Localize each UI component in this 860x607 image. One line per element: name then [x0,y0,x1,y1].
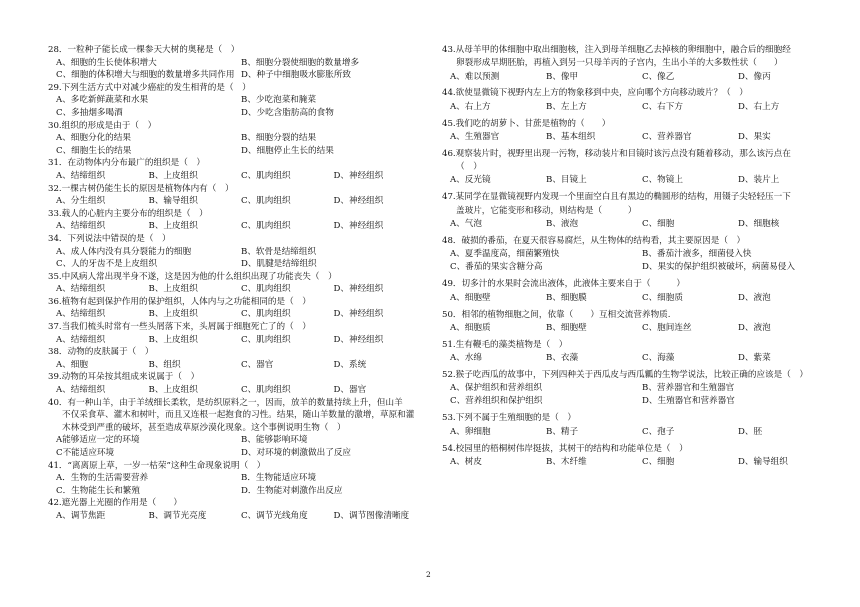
answer-option: D、液泡 [738,322,771,333]
question-stem: 28．一粒种子能长成一棵参天大树的奥秘是（ ） [48,45,240,55]
question-block [48,120,426,158]
answer-option: B、上皮组织 [148,221,198,232]
answer-option: C、器官 [241,359,274,370]
question-stem: 52.猴子吃西瓜的故事中，下列四种关于西瓜皮与西瓜瓤的生物学说法，比较正确的应该是（ ） [442,369,809,380]
answer-option: A、细胞 [56,359,88,370]
answer-option: D、少吃含脂肪高的食物 [241,107,334,118]
answer-option: A、生殖器官 [450,131,500,142]
answer-option: A．生物的生活需要营养 [56,473,149,484]
option-row [442,322,834,335]
option-row [48,145,426,158]
answer-option: C、像乙 [642,71,675,82]
option-row [442,218,834,231]
question-block [442,148,834,188]
answer-option: B、细胞分裂使细胞的数量增多 [241,57,360,68]
right-column [442,44,834,473]
answer-option: B、上皮组织 [148,334,198,345]
answer-option: C、细胞 [642,456,675,467]
answer-option: D、细胞核 [738,218,780,229]
answer-option: A、结缔组织 [56,334,106,345]
answer-option: C、肌肉组织 [241,309,291,320]
option-row [442,382,834,395]
left-column [48,44,426,523]
answer-option: B、木纤维 [546,456,587,467]
option-row [48,472,426,485]
question-stem: 42.遮光器上光圈的作用是（ ） [48,498,182,509]
question-stem-continued: 卵裂形成早期胚胎，再植入到另一只母羊丙的子宫内，生出小羊的大多数性状（ ） [456,58,783,69]
answer-option: C不能适应环境 [56,448,115,458]
answer-option: B、上皮组织 [148,284,198,295]
question-block [48,460,426,498]
answer-option: A、细胞质 [450,322,491,333]
answer-option: D、调节图像清晰度 [333,510,410,521]
answer-option: C、胞间连丝 [642,322,692,333]
option-row [48,258,426,271]
answer-option: B、软骨是结缔组织 [241,246,317,257]
answer-option: C、营养组织和保护组织 [450,396,543,407]
answer-option: B、细胞壁 [546,322,587,333]
question-block [48,208,426,233]
question-stem: 50．相邻的植物细胞之间，依靠（ ）互相交流营养物质. [442,309,671,320]
answer-option: B、目镜上 [546,175,587,186]
question-stem: 53.下列不属于生殖细胞的是（ ） [442,413,576,424]
answer-option: D、液泡 [738,292,771,303]
question-block [48,371,426,396]
question-stem: 30.组织的形成是由于（ ） [48,120,157,131]
question-stem: 36.植物有起到保护作用的保护组织，人体内与之功能相同的是（ ） [48,296,311,307]
answer-option: D、果实的保护组织被破坏，病菌易侵入 [642,262,795,273]
answer-option: D．生物能对刺激作出反应 [241,485,343,496]
answer-option: D、紫菜 [738,352,771,363]
answer-option: D、神经组织 [333,170,384,181]
option-row [48,308,426,321]
answer-option: B、输导组织 [148,196,198,207]
answer-option: D、像丙 [738,71,771,82]
answer-option: B、精子 [546,426,579,437]
question-stem: 31．在动物体内分布最广的组织是（ ） [48,158,206,169]
answer-option: A、卵细胞 [450,426,491,437]
answer-option: B、营养器官和生殖器官 [642,383,735,394]
answer-option: C、多抽烟多喝酒 [56,107,123,118]
question-stem: 49．切多汁的水果时会流出液体，此液体主要来自于（ ） [442,279,685,290]
answer-option: D、种子中细胞吸水膨胀所致 [241,70,352,81]
option-row [48,94,426,107]
answer-option: C、番茄的果实含糖分高 [450,262,543,273]
question-block [48,296,426,321]
answer-option: C、肌肉组织 [241,221,291,232]
option-row [442,456,834,469]
question-stem: 45.我们吃的胡萝卜、甘蔗是植物的（ ） [442,118,611,129]
question-block [48,397,426,460]
option-row [442,131,834,144]
answer-option: C、营养器官 [642,131,692,142]
option-row [48,447,426,460]
answer-option: D、神经组织 [333,309,384,320]
question-stem-continued: 不仅采食草、灌木和树叶，而且又连根一起抱食的习性。结果，随山羊数量的激增，草原和灌 [62,410,415,421]
answer-option: A、分生组织 [56,196,106,207]
question-block [48,497,426,522]
question-stem: 51.生有鞭毛的藻类植物是（ ） [442,339,568,350]
answer-option: C、肌肉组织 [241,170,291,181]
page-number: 2 [426,570,431,579]
option-row [442,426,834,439]
answer-option: D、系统 [333,359,367,370]
answer-option: B．生物能适应环境 [241,473,317,484]
answer-option: A、难以预测 [450,71,500,82]
question-stem: 40．有一种山羊，由于羊绒细长柔软，是纺织原料之一，因而，放羊的数量持续上升，但山羊 [48,397,403,408]
question-stem: 35.中风病人常出现半身不遂，这是因为他的什么组织出现了功能丧失（ ） [48,271,337,282]
answer-option: A、气泡 [450,218,482,229]
option-row [48,132,426,145]
answer-option: B、衣藻 [546,352,579,363]
answer-option: B、细胞膜 [546,292,587,303]
answer-option: D、生殖器官和营养器官 [642,396,735,407]
option-row [442,71,834,84]
answer-option: C、细胞 [642,218,675,229]
question-block [442,309,834,336]
question-stem: 48．破损的番茄，在夏天很容易腐烂，从生物体的结构看，其主要原因是（ ） [442,235,746,246]
question-block [48,346,426,371]
answer-option: A、成人体内没有具分裂能力的细胞 [56,246,192,257]
answer-option: A、反光镜 [450,175,491,186]
answer-option: D、右上方 [738,101,780,112]
answer-option: B、细胞分裂的结果 [241,133,317,144]
answer-option: A、结缔组织 [56,221,106,232]
answer-option: B、组织 [148,359,181,370]
question-stem: 46.观察装片时，视野里出现一污物，移动装片和目镜时该污点没有随着移动，那么该污点在 [442,148,791,159]
question-block [48,271,426,296]
answer-option: C、肌肉组织 [241,385,291,396]
option-row [442,352,834,365]
answer-option: C、孢子 [642,426,675,437]
option-row [48,283,426,296]
question-stem: 38．动物的皮肤属于（ ） [48,347,154,358]
option-row [48,434,426,447]
option-row [48,69,426,82]
question-stem: 33.载人的心脏内主要分布的组织是（ ） [48,208,208,219]
option-row [48,170,426,183]
option-row [48,334,426,347]
answer-option: A、结缔组织 [56,309,106,320]
answer-option: D、输导组织 [738,456,788,467]
answer-option: B、能够影响环境 [241,435,308,446]
option-row [48,485,426,498]
option-row [48,57,426,70]
answer-option: C、右下方 [642,101,683,112]
option-row [442,261,834,274]
answer-option: D、胚 [738,426,763,437]
answer-option: C、细胞质 [642,292,683,303]
answer-option: B、上皮组织 [148,309,198,320]
answer-option: D、神经组织 [333,196,384,207]
answer-option: C、人的牙齿不是上皮组织 [56,259,158,270]
answer-option: A能够适应一定的环境 [56,435,140,446]
answer-option: B、上皮组织 [148,385,198,396]
question-block [442,191,834,231]
question-block [48,157,426,182]
answer-option: B、上皮组织 [148,170,198,181]
question-block [442,44,834,84]
answer-option: C、肌肉组织 [241,196,291,207]
question-stem: 34．下列说法中错误的是（ ） [48,233,171,244]
option-row [48,195,426,208]
answer-option: C、细胞的体积增大与细胞的数量增多共同作用 [56,70,235,81]
answer-option: C、肌肉组织 [241,334,291,345]
answer-option: D、神经组织 [333,221,384,232]
answer-option: B、左上方 [546,101,587,112]
answer-option: C、细胞生长的结果 [56,145,132,156]
option-row [48,510,426,523]
answer-option: A、细胞的生长使体积增大 [56,57,157,68]
answer-option: B、少吃泡菜和腌菜 [241,95,317,106]
question-stem: 43.从母羊甲的体细胞中取出细胞核，注入到母羊细胞乙去掉核的卵细胞中，融合后的细胞经 [442,45,791,55]
question-block [48,233,426,271]
answer-option: A、保护组织和营养组织 [450,383,543,394]
answer-option: A、多吃新鲜蔬菜和水果 [56,95,149,106]
answer-option: A、结缔组织 [56,284,106,295]
answer-option: A、调节焦距 [56,510,106,521]
question-block [442,339,834,366]
answer-option: C、物镜上 [642,175,683,186]
question-stem: 41．“离离原上草，一岁一枯荣”这种生命现象说明（ ） [48,460,266,471]
answer-option: B、液泡 [546,218,579,229]
question-stem-continued: 盖玻片，它能变形和移动，则结构是（ ） [456,205,637,216]
answer-option: A、右上方 [450,101,491,112]
question-stem: 39.动物的耳朵按其组成来说属于（ ） [48,372,200,383]
question-block [442,412,834,439]
option-row [48,384,426,397]
question-block [442,369,834,409]
answer-option: D、肌腱是结缔组织 [241,259,317,270]
question-block [48,183,426,208]
answer-option: C、肌肉组织 [241,284,291,295]
answer-option: A、夏季温度高，细菌繁殖快 [450,249,560,260]
answer-option: A、细胞壁 [450,292,491,303]
answer-option: D、对环境的刺激做出了反应 [241,448,352,458]
answer-option: D、器官 [333,385,367,396]
question-block [442,443,834,470]
question-block [48,321,426,346]
option-row [442,174,834,187]
question-block [442,235,834,275]
answer-option: A、细胞分化的结果 [56,133,131,144]
question-block [48,82,426,120]
option-row [48,359,426,372]
answer-option: C、海藻 [642,352,675,363]
option-row [442,248,834,261]
question-block [48,44,426,82]
answer-option: A、树皮 [450,456,482,467]
question-stem: 47.某同学在显微镜视野内发现一个里面空白且有黑边的椭圆形的结构，用镊子尖轻轻压一下 [442,192,791,203]
answer-option: A、水绵 [450,352,482,363]
answer-option: A、结缔组织 [56,385,106,396]
answer-option: D、神经组织 [333,284,384,295]
option-row [48,220,426,233]
answer-option: C、调节光线角度 [241,510,308,521]
question-stem-continued: （ ） [456,162,482,173]
option-row [442,395,834,408]
option-row [442,101,834,114]
answer-option: B、基本组织 [546,131,596,142]
question-block [442,278,834,305]
question-stem: 44.欲使显微镜下视野内左上方的物象移到中央，应向哪个方向移动玻片？（ ） [442,88,748,99]
option-row [48,246,426,259]
question-stem: 37.当我们梳头时常有一些头屑落下来，头屑属于细胞死亡了的（ ） [48,322,311,333]
question-stem: 29.下列生活方式中对减少癌症的发生相背的是（ ） [48,82,251,93]
option-row [442,292,834,305]
answer-option: A、结缔组织 [56,170,106,181]
answer-option: D、装片上 [738,175,780,186]
answer-option: D、细胞停止生长的结果 [241,145,334,156]
option-row [48,107,426,120]
answer-option: D、神经组织 [333,334,384,345]
question-block [442,87,834,114]
question-block [442,118,834,145]
answer-option: D、果实 [738,131,771,142]
answer-option: C．生物能生长和繁殖 [56,485,140,496]
question-stem: 54.校园里的梧桐树伟岸挺拔，其树干的结构和功能单位是（ ） [442,443,688,454]
answer-option: B、番茄汁液多，细菌侵入快 [642,249,752,260]
answer-option: B、调节光亮度 [148,510,207,521]
question-stem-continued: 木林受到严重的破坏，甚至造成草原沙漠化现象。这个事例说明生物（ ） [62,422,346,433]
question-stem: 32.一棵古树仍能生长的原因是植物体内有（ ） [48,183,234,194]
answer-option: B、像甲 [546,71,579,82]
